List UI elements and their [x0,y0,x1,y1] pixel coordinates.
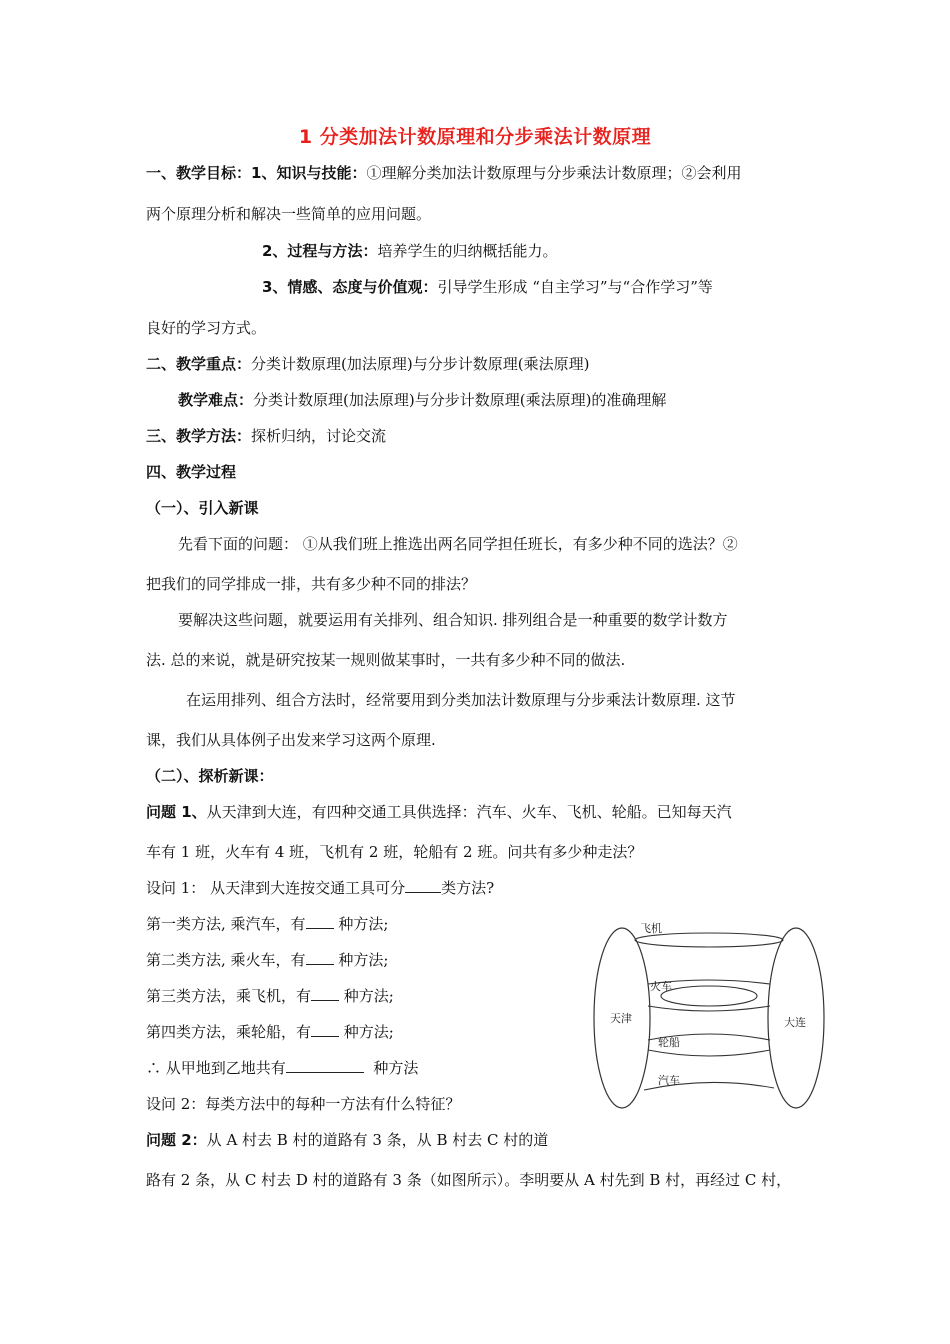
sub-question-2: 设问 2：每类方法中的每种一方法有什么特征？ [146,1095,461,1113]
intro-paragraph-3b: 课，我们从具体例子出发来学习这两个原理. [146,731,436,749]
goals-line-1 [146,163,741,183]
question-2-line-a [146,1130,548,1150]
method-label: 三、教学方法： [146,427,252,445]
method-text: 探析归纳，讨论交流 [251,427,387,445]
focus-text: 分类计数原理(加法原理)与分步计数原理(乘法原理) [251,355,590,373]
train-label: 火车 [650,980,672,993]
intro-heading: （一）、引入新课 [146,499,259,517]
question-1-line-b: 车有 1 班，火车有 4 班，飞机有 2 班，轮船有 2 班。问共有多少种走法？ [146,843,643,861]
process-heading: 四、教学过程 [146,463,237,481]
intro-paragraph-1b: 把我们的同学排成一排，共有多少种不同的排法？ [146,575,477,593]
plane-label: 飞机 [640,922,662,935]
goals-item-3 [262,277,713,297]
goals-item2-label: 2、过程与方法： [262,242,378,260]
goals-item3-text: 引导学生形成 “自主学习”与“合作学习”等 [437,278,713,296]
transport-diagram [588,914,828,1112]
intro-paragraph-2a: 要解决这些问题，就要运用有关排列、组合知识. 排列组合是一种重要的数学计数方 [178,611,728,629]
method-line [146,426,386,446]
focus-label: 二、教学重点： [146,355,252,373]
blank-total [286,1058,364,1073]
total-line [146,1058,418,1078]
method-class-3-text: 第三类方法，乘飞机，有 [146,987,312,1005]
goals-line1-text: ①理解分类加法计数原理与分步乘法计数原理；②会利用 [366,164,742,182]
method-class-4-text: 第四类方法，乘轮船，有 [146,1023,312,1041]
difficulty-line [178,390,666,410]
intro-paragraph-3a: 在运用排列、组合方法时，经常要用到分类加法计数原理与分步乘法计数原理. 这节 [186,691,736,709]
car-label: 汽车 [658,1074,680,1087]
question-1-text-a: 从天津到大连，有四种交通工具供选择：汽车、火车、飞机、轮船。已知每天汽 [206,803,732,821]
total-suffix: 种方法 [373,1059,419,1077]
plane-route [635,933,783,947]
method-class-3 [146,986,394,1006]
method-class-2 [146,950,388,970]
question-2-line-b: 路有 2 条，从 C 村去 D 村的道路有 3 条（如图所示）。李明要从 A 村先到 B 村，再经过 C 村， [146,1171,792,1189]
focus-line [146,354,589,374]
method-class-4-suffix: 种方法; [343,1023,394,1041]
new-lesson-heading: （二）、探析新课： [146,767,274,785]
question-2-text-a: 从 A 村去 B 村的道路有 3 条，从 B 村去 C 村的道 [206,1131,549,1149]
tianjin-label: 天津 [610,1012,632,1025]
goals-item2-text: 培养学生的归纳概括能力。 [377,242,558,260]
train-route-bottom [648,1006,770,1011]
blank-category-count [405,878,441,893]
difficulty-label: 教学难点： [178,391,254,409]
page-title: 1 分类加法计数原理和分步乘法计数原理 [298,126,652,148]
difficulty-text: 分类计数原理(加法原理)与分步计数原理(乘法原理)的准确理解 [253,391,667,409]
ship-route-bottom [648,1050,770,1056]
method-class-2-text: 第二类方法, 乘火车，有 [146,951,306,969]
goals-heading: 一、教学目标：1、知识与技能： [146,164,367,182]
question-1-label: 问题 1、 [146,803,207,821]
method-class-1-suffix: 种方法; [338,915,389,933]
goals-item-2 [262,241,557,261]
question-2-label: 问题 2： [146,1131,207,1149]
goals-item3-label: 3、情感、态度与价值观： [262,278,438,296]
question-1-line-a [146,802,732,822]
sub-question-1-text: 设问 1： 从天津到大连按交通工具可分 [146,879,406,897]
blank-method-4 [311,1022,339,1037]
blank-method-1 [306,914,334,929]
method-class-1 [146,914,388,934]
goals-line-2: 两个原理分析和解决一些简单的应用问题。 [146,205,432,223]
method-class-4 [146,1022,394,1042]
dalian-label: 大连 [784,1016,806,1029]
method-class-2-suffix: 种方法; [338,951,389,969]
goals-item3-continuation: 良好的学习方式。 [146,319,267,337]
method-class-1-text: 第一类方法, 乘汽车，有 [146,915,306,933]
sub-question-1-suffix: 类方法? [441,879,495,897]
blank-method-2 [306,950,334,965]
ship-label: 轮船 [658,1036,680,1049]
intro-paragraph-1a: 先看下面的问题： ①从我们班上推选出两名同学担任班长，有多少种不同的选法？② [178,535,738,553]
total-text: ∴ 从甲地到乙地共有 [146,1059,286,1077]
intro-paragraph-2b: 法. 总的来说，就是研究按某一规则做某事时，一共有多少种不同的做法. [146,651,626,669]
method-class-3-suffix: 种方法; [343,987,394,1005]
sub-question-1 [146,878,494,898]
blank-method-3 [311,986,339,1001]
train-route-middle [661,986,757,1006]
